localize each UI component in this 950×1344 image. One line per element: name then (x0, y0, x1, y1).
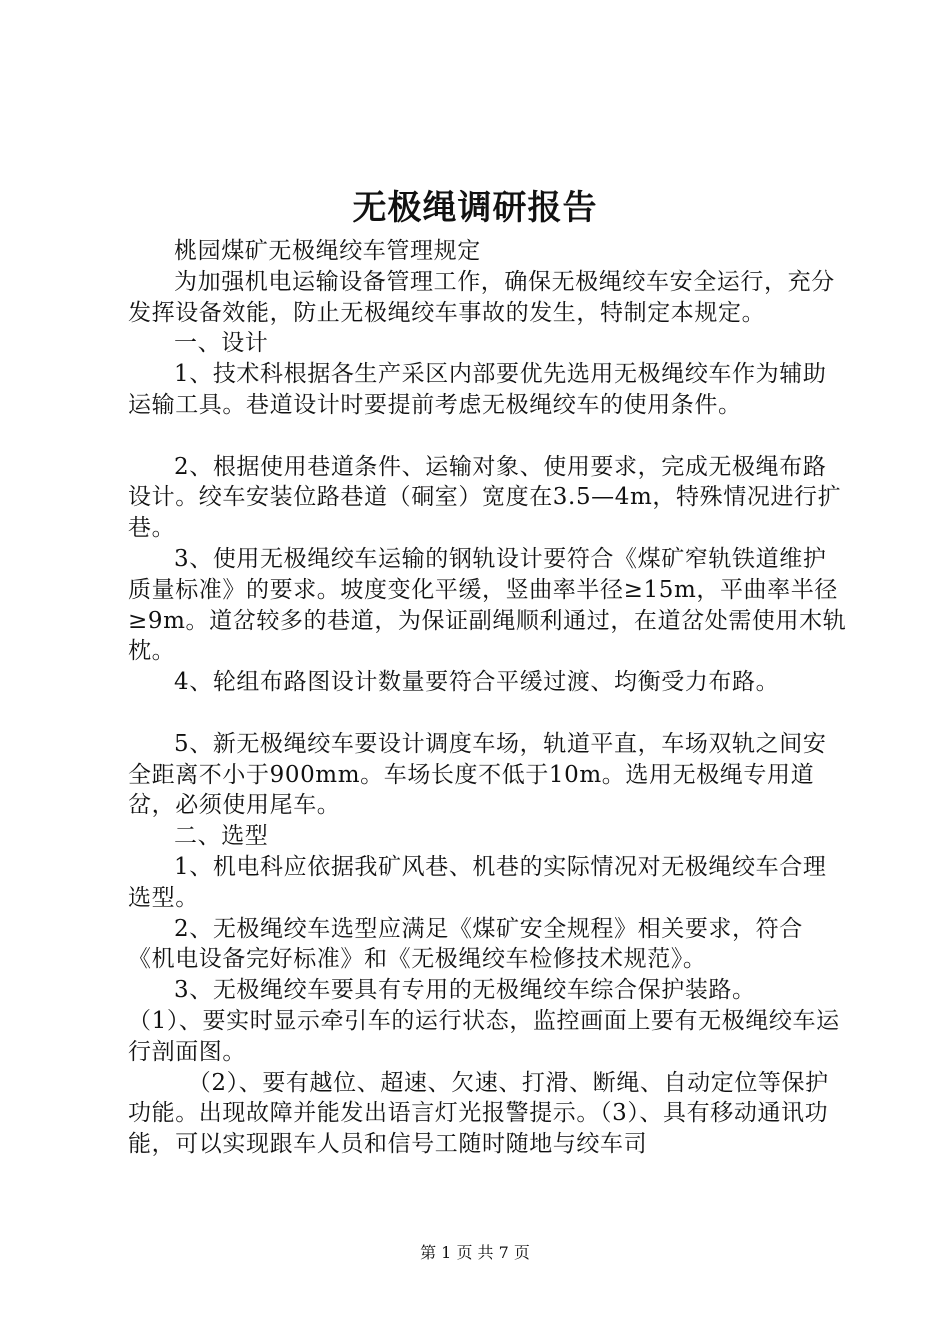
section-heading-design: 一、设计 (174, 330, 269, 357)
page-number: 第 1 页 共 7 页 (420, 1243, 530, 1262)
paragraph-design-4: 4、轮组布路图设计数量要符合平缓过渡、均衡受力布路。 (174, 669, 780, 696)
paragraph-design-2: 2、根据使用巷道条件、运输对象、使用要求，完成无极绳布路设计。绞车安装位路巷道（硐室）宽度在3.5—4m，特殊情况进行扩巷。 (128, 453, 842, 542)
paragraph-selection-1: 1、机电科应依据我矿风巷、机巷的实际情况对无极绳绞车合理选型。 (128, 853, 827, 911)
paragraph-design-5: 5、新无极绳绞车要设计调度车场，轨道平直，车场双轨之间安全距离不小于900mm。车场长度不低于10m。选用无极绳专用道岔，必须使用尾车。 (128, 730, 827, 819)
paragraph-selection-3: 3、无极绳绞车要具有专用的无极绳绞车综合保护装路。 (174, 977, 756, 1004)
paragraph-selection-3-item-1: （1）、要实时显示牵引车的运行状态，监控画面上要有无极绳绞车运行剖面图。 (128, 1007, 840, 1065)
paragraph-subtitle: 桃园煤矿无极绳绞车管理规定 (174, 238, 481, 264)
paragraph-selection-3-item-2: （2）、要有越位、超速、欠速、打滑、断绳、自动定位等保护功能。出现故障并能发出语言灯光报警提示。（3）、具有移动通讯功能，可以实现跟车人员和信号工随时随地与绞车司 (128, 1069, 829, 1158)
section-heading-selection: 二、选型 (174, 823, 269, 850)
document-body (128, 236, 848, 1160)
paragraph-design-3: 3、使用无极绳绞车运输的钢轨设计要符合《煤矿窄轨铁道维护质量标准》的要求。坡度变化平缓，竖曲率半径≥15m，平曲率半径≥9m。道岔较多的巷道，为保证副绳顺利通过，在道岔处需使用木轨枕。 (128, 545, 847, 665)
paragraph-intro: 为加强机电运输设备管理工作，确保无极绳绞车安全运行，充分发挥设备效能，防止无极绳绞车事故的发生，特制定本规定。 (128, 268, 835, 326)
paragraph-spacer (128, 421, 848, 452)
paragraph-selection-2: 2、无极绳绞车选型应满足《煤矿安全规程》相关要求，符合《机电设备完好标准》和《无极绳绞车检修技术规范》。 (128, 915, 803, 973)
document-title: 无极绳调研报告 (352, 188, 598, 228)
paragraph-spacer (128, 698, 848, 729)
paragraph-design-1: 1、技术科根据各生产采区内部要优先选用无极绳绞车作为辅助运输工具。巷道设计时要提前考虑无极绳绞车的使用条件。 (128, 361, 827, 418)
